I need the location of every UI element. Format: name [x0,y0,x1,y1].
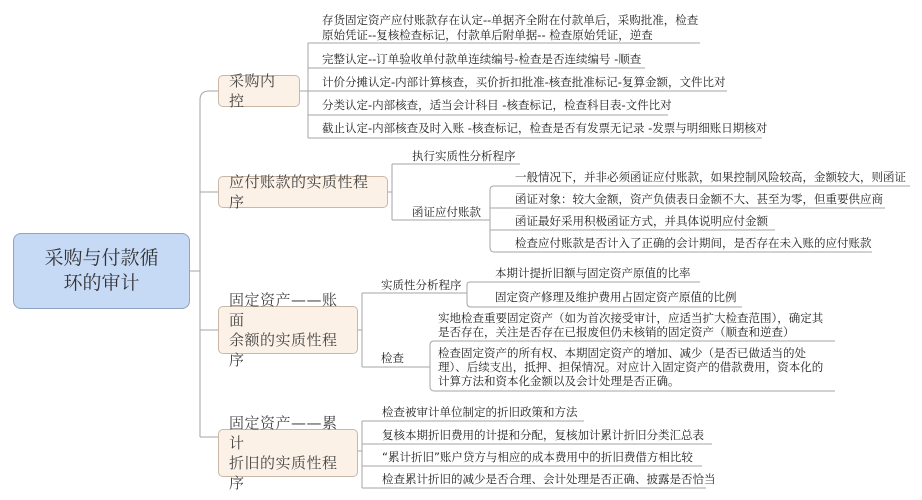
leaf-ownership-check[interactable] [438,346,823,388]
branch-purchase-internal-control[interactable] [218,72,300,110]
leaf-depreciation-decrease[interactable]: 检查累计折旧的减少是否合理、会计处理是否正确、披露是否恰当 [382,472,716,486]
leaf-line: 计算方法和资本化金额以及会计处理是否正确。 [438,374,680,388]
leaf-line: 检查固定资产的所有权、本期固定资产的增加、减少（是否已做适当的处 [438,346,806,360]
leaf-existence-assertion[interactable] [322,13,698,43]
leaf-classification-assertion[interactable]: 分类认定-内部核查，适当会计科目 -核查标记，检查科目表-文件比对 [322,98,672,112]
leaf-cutoff-assertion[interactable]: 截止认定-内部核查及时入账 -核查标记，检查是否有发票无记录 -发票与明细账日期核对 [322,121,768,135]
branch-accounts-payable-substantive[interactable] [218,173,388,211]
branch-label-line1: 固定资产——累计 [229,414,338,452]
leaf-line: 原始凭证--复核检查标记，付款单后附单据-- 检查原始凭证，逆查 [322,28,653,42]
leaf-depreciation-compare[interactable]: “累计折旧”账户贷方与相应的成本费用中的折旧费借方相比较 [382,450,693,464]
branch-fixed-assets-book-balance[interactable] [218,291,358,369]
branch-accumulated-depreciation[interactable] [218,414,358,492]
leaf-depreciation-recompute[interactable]: 复核本期折旧费用的计提和分配，复核加计累计折旧分类汇总表 [382,428,704,442]
root-topic-line2: 环的审计 [63,272,140,294]
branch-label-line2: 余额的实质性程序 [229,331,338,369]
leaf-line: 存货固定资产应付账款存在认定--单据齐全附在付款单后，采购批准，检查 [322,13,699,27]
leaf-depreciation-policy[interactable]: 检查被审计单位制定的折旧政策和方法 [382,405,578,419]
leaf-line: 理）、后续支出，抵押、担保情况。对应计入固定资产的借款费用，资本化的 [438,360,824,374]
sub-topic-inspection[interactable]: 检查 [381,351,404,365]
sub-topic-analytical-procedures-fa[interactable]: 实质性分析程序 [381,278,462,292]
branch-label: 采购内控 [229,72,276,110]
leaf-confirmation-general[interactable]: 一般情况下，并非必须函证应付账款，如果控制风险较高，金额较大，则函证 [515,170,906,184]
leaf-period-check[interactable]: 检查应付账款是否计入了正确的会计期间，是否存在未入账的应付账款 [515,236,872,250]
leaf-repair-cost-ratio[interactable]: 固定资产修理及维护费用占固定资产原值的比例 [495,290,737,304]
leaf-depreciation-ratio[interactable]: 本期计提折旧额与固定资产原值的比率 [495,266,691,280]
root-topic-line1: 采购与付款循 [44,247,159,269]
leaf-confirmation-method[interactable]: 函证最好采用积极函证方式，并具体说明应付金额 [515,214,768,228]
branch-label-line2: 折旧的实质性程序 [229,454,338,492]
leaf-line: 是否存在，关注是否存在已报废但仍未核销的固定资产（顺查和逆查） [438,325,795,339]
leaf-confirmation-targets[interactable]: 函证对象：较大金额，资产负债表日金额不大、甚至为零，但重要供应商 [515,192,883,206]
leaf-valuation-assertion[interactable]: 计价分摊认定-内部计算核查，买价折扣批准-核查批准标记-复算金额，文件比对 [322,75,726,89]
sub-topic-confirm-payables[interactable]: 函证应付账款 [412,205,481,219]
leaf-physical-inspection[interactable] [438,311,823,339]
branch-label: 应付账款的实质性程序 [229,173,369,211]
leaf-line: 实地检查重要固定资产（如为首次接受审计，应适当扩大检查范围），确定其 [438,311,824,325]
root-topic[interactable] [13,233,190,309]
leaf-completeness-assertion[interactable]: 完整认定--订单验收单付款单连续编号-检查是否连续编号 -顺查 [322,52,642,66]
branch-label-line1: 固定资产——账面 [229,291,338,329]
sub-topic-analytical-procedures[interactable]: 执行实质性分析程序 [412,149,516,163]
